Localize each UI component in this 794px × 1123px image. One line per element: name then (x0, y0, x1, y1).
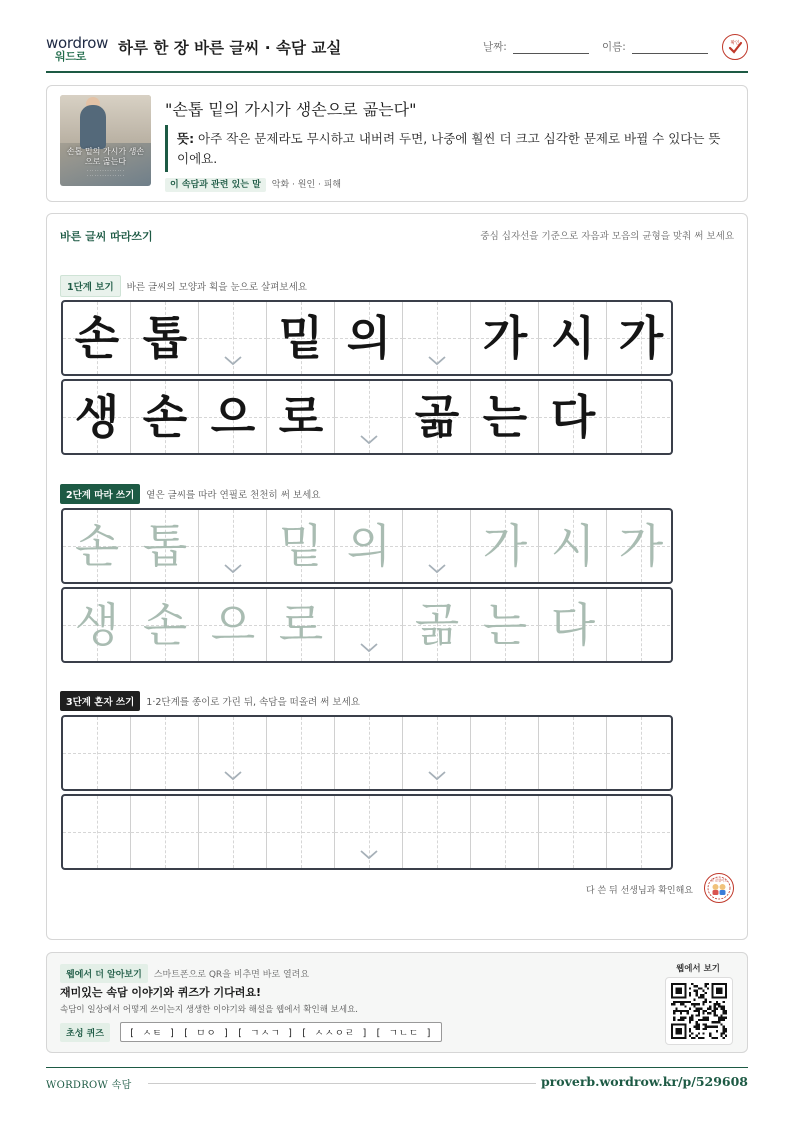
thumb-small-text: · · · · · · · · · · · · · · · · · · · · · · · · · · · · · · (87, 168, 124, 178)
grid-char: 가 (482, 311, 528, 365)
grid-char: 는 (482, 598, 528, 652)
step1-header (60, 275, 307, 297)
grid-char: 곪 (414, 390, 460, 444)
grid-char: 곪 (414, 598, 460, 652)
grid-char: 손 (142, 390, 188, 444)
grid-cell[interactable] (267, 589, 335, 661)
grid-cell[interactable] (131, 510, 199, 582)
grid-cell[interactable] (607, 717, 673, 789)
practice-hint: 중심 십자선을 기준으로 자음과 모음의 균형을 맞춰 써 보세요 (480, 231, 734, 242)
step3-row-2[interactable] (61, 794, 673, 870)
grid-cell (131, 381, 199, 453)
check-stamp-text: 확인 (730, 41, 740, 46)
grid-cell[interactable] (471, 796, 539, 868)
step1-desc: 바른 글씨의 모양과 획을 눈으로 살펴보세요 (126, 282, 307, 293)
related-words (165, 177, 341, 190)
grid-cell (471, 381, 539, 453)
meaning-label: 뜻: (177, 131, 195, 146)
grid-cell[interactable] (335, 717, 403, 789)
thumb-caption: 손톱 밑의 가시가 생손으로 곪는다 (66, 147, 145, 166)
grid-cell (267, 381, 335, 453)
date-field[interactable] (483, 39, 589, 54)
step1-row-2 (61, 379, 673, 455)
grid-cell[interactable] (131, 796, 199, 868)
initial-quiz (60, 1022, 442, 1042)
related-list: 악화 · 원인 · 피해 (271, 180, 342, 190)
grid-cell[interactable] (403, 796, 471, 868)
grid-char: 톱 (142, 519, 188, 573)
grid-cell (199, 302, 267, 374)
grid-cell[interactable] (403, 717, 471, 789)
teacher-note: 다 쓴 뒤 선생님과 확인해요 (585, 886, 693, 896)
grid-cell[interactable] (607, 510, 673, 582)
grid-cell[interactable] (131, 717, 199, 789)
step3-desc: 1·2단계를 종이로 가린 뒤, 속담을 떠올려 써 보세요 (146, 697, 360, 708)
grid-cell (267, 302, 335, 374)
grid-char: 으 (210, 598, 256, 652)
web-chip: 웹에서 더 알아보기 (60, 964, 148, 983)
space-mark-icon (427, 767, 447, 779)
grid-cell (403, 302, 471, 374)
footer-line (148, 1083, 536, 1084)
grid-char: 가 (618, 519, 664, 573)
grid-char: 로 (278, 390, 324, 444)
related-label: 이 속담과 관련 있는 말 (165, 178, 266, 192)
grid-cell (539, 381, 607, 453)
grid-cell[interactable] (539, 589, 607, 661)
grid-cell[interactable] (63, 510, 131, 582)
grid-char: 밑 (278, 519, 324, 573)
grid-cell[interactable] (471, 717, 539, 789)
quiz-label: 초성 퀴즈 (60, 1023, 110, 1042)
person-shape (80, 105, 106, 149)
grid-cell (335, 381, 403, 453)
quiz-box: [ ㅅㅌ ] [ ㅁㅇ ] [ ㄱㅅㄱ ] [ ㅅㅅㅇㄹ ] [ ㄱㄴㄷ ] (120, 1022, 442, 1042)
grid-char: 손 (74, 519, 120, 573)
space-mark-icon (359, 431, 379, 443)
page-header (46, 30, 748, 72)
grid-cell[interactable] (267, 510, 335, 582)
logo-sub: 워드로 (55, 50, 86, 63)
grid-cell (539, 302, 607, 374)
grid-cell[interactable] (607, 589, 673, 661)
grid-cell[interactable] (63, 796, 131, 868)
name-field[interactable] (602, 39, 708, 54)
space-mark-icon (223, 767, 243, 779)
grid-cell[interactable] (335, 510, 403, 582)
grid-cell[interactable] (539, 717, 607, 789)
grid-char: 손 (74, 311, 120, 365)
grid-char: 가 (618, 311, 664, 365)
grid-cell (131, 302, 199, 374)
grid-char: 의 (346, 311, 392, 365)
grid-cell (471, 302, 539, 374)
grid-cell[interactable] (539, 510, 607, 582)
grid-cell[interactable] (199, 796, 267, 868)
grid-cell[interactable] (471, 589, 539, 661)
grid-char: 의 (346, 519, 392, 573)
grid-char: 는 (482, 390, 528, 444)
grid-cell[interactable] (335, 796, 403, 868)
footer-brand: WORDROW 속담 (46, 1080, 132, 1091)
grid-char: 밑 (278, 311, 324, 365)
grid-cell (607, 381, 673, 453)
web-tagline (60, 964, 309, 983)
proverb-title: "손톱 밑의 가시가 생손으로 곪는다" (165, 100, 417, 119)
space-mark-icon (223, 352, 243, 364)
qr-code-icon[interactable] (665, 977, 733, 1045)
proverb-illustration (60, 95, 151, 186)
grid-cell[interactable] (63, 717, 131, 789)
grid-cell[interactable] (267, 796, 335, 868)
grid-char: 생 (74, 390, 120, 444)
footer-url[interactable]: proverb.wordrow.kr/p/529608 (540, 1074, 748, 1089)
teacher-stamp-icon (704, 873, 734, 903)
meaning-accent-bar (165, 125, 168, 172)
space-mark-icon (223, 560, 243, 572)
step1-label: 1단계 보기 (60, 275, 121, 297)
proverb-meaning (177, 129, 732, 169)
grid-cell[interactable] (403, 589, 471, 661)
date-line[interactable] (513, 42, 589, 54)
grid-cell[interactable] (131, 589, 199, 661)
step1-row-1 (61, 300, 673, 376)
name-label: 이름: (602, 41, 626, 53)
grid-char: 로 (278, 598, 324, 652)
space-mark-icon (359, 846, 379, 858)
grid-cell[interactable] (607, 796, 673, 868)
step2-row-1[interactable] (61, 508, 673, 584)
step2-label: 2단계 따라 쓰기 (60, 484, 140, 504)
grid-cell[interactable] (199, 589, 267, 661)
space-mark-icon (359, 639, 379, 651)
grid-cell[interactable] (267, 717, 335, 789)
step3-header (60, 691, 360, 711)
step2-row-2[interactable] (61, 587, 673, 663)
meaning-text: 아주 작은 문제라도 무시하고 내버려 두면, 나중에 훨씬 더 크고 심각한 문제로 바뀔 수 있다는 뜻이에요. (177, 131, 721, 166)
teacher-stamp-text: 참 잘했어요 (710, 878, 728, 883)
grid-char: 으 (210, 390, 256, 444)
grid-cell[interactable] (539, 796, 607, 868)
grid-cell[interactable] (199, 717, 267, 789)
grid-char: 생 (74, 598, 120, 652)
grid-cell (403, 381, 471, 453)
logo-text: wordrow (46, 34, 109, 52)
space-mark-icon (427, 560, 447, 572)
grid-cell (63, 381, 131, 453)
grid-cell[interactable] (335, 589, 403, 661)
step3-row-1[interactable] (61, 715, 673, 791)
practice-title: 바른 글씨 따라쓰기 (60, 230, 153, 243)
grid-cell[interactable] (403, 510, 471, 582)
grid-char: 톱 (142, 311, 188, 365)
web-promo-box (46, 952, 748, 1053)
grid-char: 다 (550, 598, 596, 652)
step3-label: 3단계 혼자 쓰기 (60, 691, 140, 711)
grid-cell (607, 302, 673, 374)
grid-cell[interactable] (471, 510, 539, 582)
name-line[interactable] (632, 42, 708, 54)
grid-cell[interactable] (63, 589, 131, 661)
grid-char: 손 (142, 598, 188, 652)
grid-char: 가 (482, 519, 528, 573)
handwriting-practice (46, 213, 748, 940)
footer-divider (46, 1067, 748, 1068)
space-mark-icon (427, 352, 447, 364)
header-divider (46, 71, 748, 73)
date-label: 날짜: (483, 41, 507, 53)
grid-char: 시 (550, 311, 596, 365)
step2-desc: 옅은 글씨를 따라 연필로 천천히 써 보세요 (146, 490, 321, 501)
wordrow-logo[interactable] (46, 34, 109, 63)
qr-label: 웹에서 보기 (675, 964, 720, 974)
grid-char: 시 (550, 519, 596, 573)
grid-cell[interactable] (199, 510, 267, 582)
proverb-card (46, 85, 748, 202)
check-stamp-icon (722, 34, 748, 60)
page-title: 하루 한 장 바른 글씨 · 속담 교실 (118, 39, 342, 57)
grid-char: 다 (550, 390, 596, 444)
web-headline: 재미있는 속담 이야기와 퀴즈가 기다려요! (60, 986, 261, 999)
web-chip-desc: 스마트폰으로 QR을 비추면 바로 열려요 (153, 970, 310, 980)
grid-cell (335, 302, 403, 374)
grid-cell (199, 381, 267, 453)
grid-cell (63, 302, 131, 374)
web-sub: 속담이 일상에서 어떻게 쓰이는지 생생한 이야기와 해설을 웹에서 확인해 보세요. (60, 1005, 358, 1015)
step2-header (60, 484, 320, 504)
